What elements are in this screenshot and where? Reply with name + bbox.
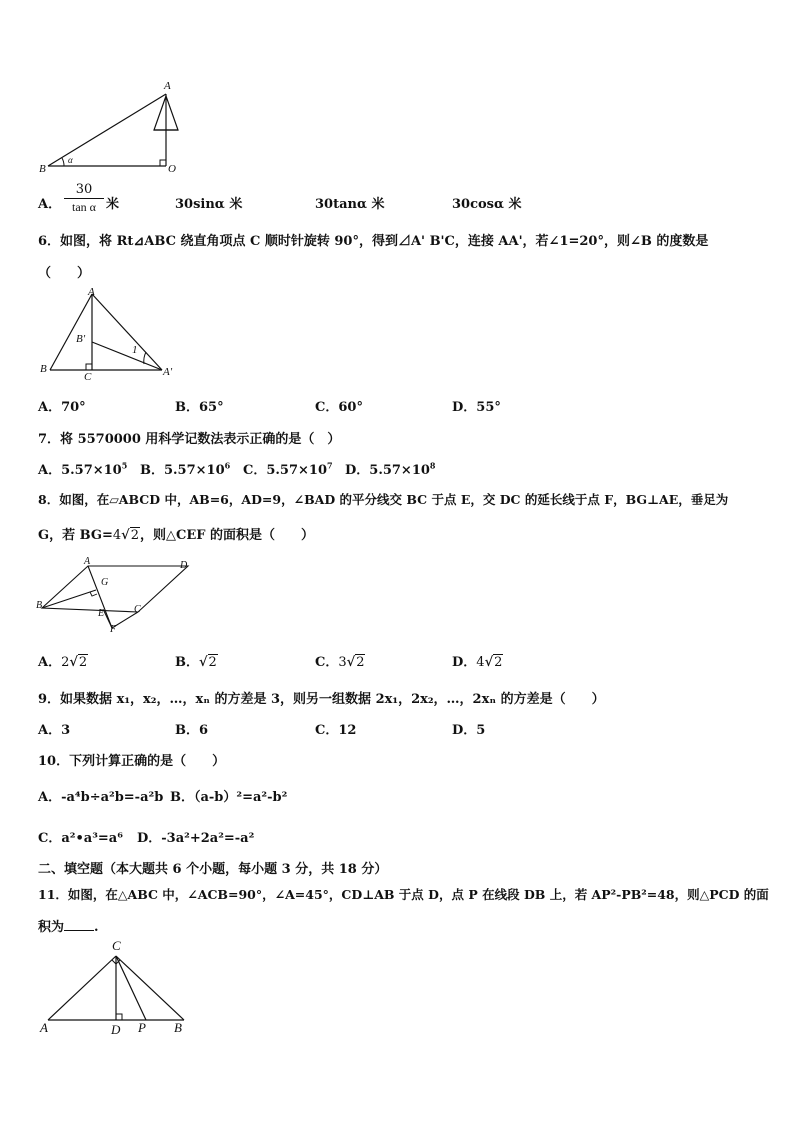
q11-label-c: C	[112, 938, 121, 953]
q9-option-d[interactable]: D．5	[452, 723, 486, 738]
q9-option-a[interactable]: A．3	[38, 723, 71, 738]
q8-label-g: G	[101, 577, 109, 588]
q11-figure	[40, 950, 200, 1030]
q11-label-a: A	[40, 1020, 48, 1035]
q8-option-b-radicand: 2	[208, 655, 217, 670]
q6-label-b: B	[40, 363, 47, 375]
q9-option-c[interactable]: C．12	[315, 723, 357, 738]
q10-option-d[interactable]: D．-3a²+2a²=-a²	[137, 831, 255, 846]
q11-stem-line2-end: .	[94, 920, 99, 935]
q6-option-c[interactable]: C．60°	[315, 400, 363, 415]
q8-stem-line2-a: G，若 BG=	[38, 528, 113, 543]
q8-stem-line2: G，若 BG=4√2，则△CEF 的面积是（ ）	[38, 528, 314, 543]
q7-option-b-exp: 6	[224, 460, 231, 471]
q8-option-c-letter: C．	[315, 655, 339, 670]
q5-label-a: A	[164, 80, 171, 92]
q8-option-a[interactable]: A．2√2	[38, 655, 88, 670]
q7-option-c[interactable]	[243, 459, 333, 478]
q8-option-a-radicand: 2	[78, 655, 88, 670]
q7-option-d[interactable]	[345, 459, 436, 478]
q8-label-f: F	[110, 624, 117, 635]
q8-option-d[interactable]: D．4√2	[452, 655, 503, 670]
q6-label-a: A	[88, 286, 95, 298]
q8-option-d-radicand: 2	[494, 655, 503, 670]
q8-stem: 8．如图，在▱ABCD 中，AB=6，AD=9，∠BAD 的平分线交 BC 于点 E，交 DC 的延长线于点 F，BG⊥AE，垂足为	[38, 492, 729, 507]
section-heading-fill-in: 二、填空题（本大题共 6 个小题，每小题 3 分，共 18 分）	[38, 862, 388, 877]
q7-option-d-text: D．5.57×10	[345, 463, 430, 478]
q7-option-d-exp: 8	[429, 460, 436, 471]
q10-option-a[interactable]: A．-a⁴b÷a²b=-a²b	[38, 790, 164, 805]
q5-label-b: B	[39, 163, 46, 175]
q11-stem-line2	[38, 916, 99, 935]
q8-option-a-letter: A．	[38, 655, 62, 670]
q7-option-b[interactable]	[140, 459, 230, 478]
q8-figure	[40, 560, 200, 640]
q11-label-p: P	[138, 1020, 146, 1035]
q6-label-angle-1: 1	[132, 344, 138, 356]
q5-option-a-fraction	[64, 181, 104, 215]
q7-option-c-exp: 7	[327, 460, 333, 471]
q5-option-a-denominator: tan α	[72, 200, 96, 214]
q6-label-b-prime: B′	[76, 333, 86, 345]
q7-option-c-text: C．5.57×10	[243, 463, 327, 478]
q7-option-b-text: B．5.57×10	[140, 463, 225, 478]
q9-stem: 9．如果数据 x₁，x₂，…，xₙ 的方差是 3，则另一组数据 2x₁，2x₂，…，2xₙ 的方差是（ ）	[38, 692, 605, 707]
q8-bg-radicand: 2	[130, 528, 139, 543]
q7-option-a[interactable]	[38, 459, 127, 478]
q10-option-c[interactable]: C．a²•a³=a⁶	[38, 831, 123, 846]
q8-label-c: C	[134, 604, 141, 615]
q6-label-c: C	[84, 371, 92, 383]
q5-option-b[interactable]: 30sinα 米	[175, 197, 243, 212]
q6-option-d[interactable]: D．55°	[452, 400, 501, 415]
q9-option-b[interactable]: B．6	[175, 723, 209, 738]
q10-stem: 10．下列计算正确的是（ ）	[38, 754, 226, 769]
q5-option-c[interactable]: 30tanα 米	[315, 197, 385, 212]
q6-label-a-prime: A′	[163, 366, 173, 378]
q5-label-alpha: α	[68, 155, 73, 165]
q11-label-d: D	[111, 1022, 121, 1037]
q8-option-c[interactable]: C．3√2	[315, 655, 365, 670]
q8-option-c-coef: 3	[338, 655, 347, 670]
q8-stem-line2-b: ，则△CEF 的面积是（ ）	[139, 528, 314, 543]
q8-label-b: B	[36, 600, 43, 611]
q6-stem: 6．如图，将 Rt⊿ABC 绕直角项点 C 顺时针旋转 90°，得到⊿A' B'C，连接 AA'，若∠1=20°，则∠B 的度数是	[38, 234, 709, 249]
q8-option-d-letter: D．	[452, 655, 477, 670]
q7-stem: 7．将 5570000 用科学记数法表示正确的是（ ）	[38, 432, 341, 447]
q8-label-e: E	[98, 608, 105, 619]
q8-label-a: A	[84, 556, 91, 567]
q8-option-b[interactable]: B．√2	[175, 655, 217, 670]
q6-paren: （ ）	[38, 266, 91, 281]
q8-label-d: D	[180, 560, 188, 571]
q8-option-d-coef: 4	[476, 655, 485, 670]
q8-option-b-letter: B．	[175, 655, 199, 670]
q5-option-a-letter: A．	[38, 197, 62, 212]
q5-option-a-numerator: 30	[64, 181, 104, 199]
q5-label-o: O	[168, 163, 176, 175]
q11-stem-line2-text: 积为	[38, 920, 65, 935]
q6-option-b[interactable]: B．65°	[175, 400, 224, 415]
q11-stem: 11．如图，在△ABC 中，∠ACB=90°，∠A=45°，CD⊥AB 于点 D，点 P 在线段 DB 上，若 AP²-PB²=48，则△PCD 的面	[38, 887, 769, 902]
q5-option-a-unit: 米	[106, 197, 120, 212]
q7-option-a-exp: 5	[121, 460, 128, 471]
q6-option-a[interactable]: A．70°	[38, 400, 86, 415]
q11-answer-blank[interactable]	[64, 930, 94, 931]
q8-option-a-coef: 2	[61, 655, 70, 670]
q5-option-d[interactable]: 30cosα 米	[452, 197, 522, 212]
q10-option-b[interactable]: B．（a-b）²=a²-b²	[170, 790, 288, 805]
q11-label-b: B	[174, 1020, 182, 1035]
q8-option-c-radicand: 2	[356, 655, 365, 670]
q7-option-a-text: A．5.57×10	[38, 463, 122, 478]
q8-bg-coef: 4	[112, 528, 122, 543]
